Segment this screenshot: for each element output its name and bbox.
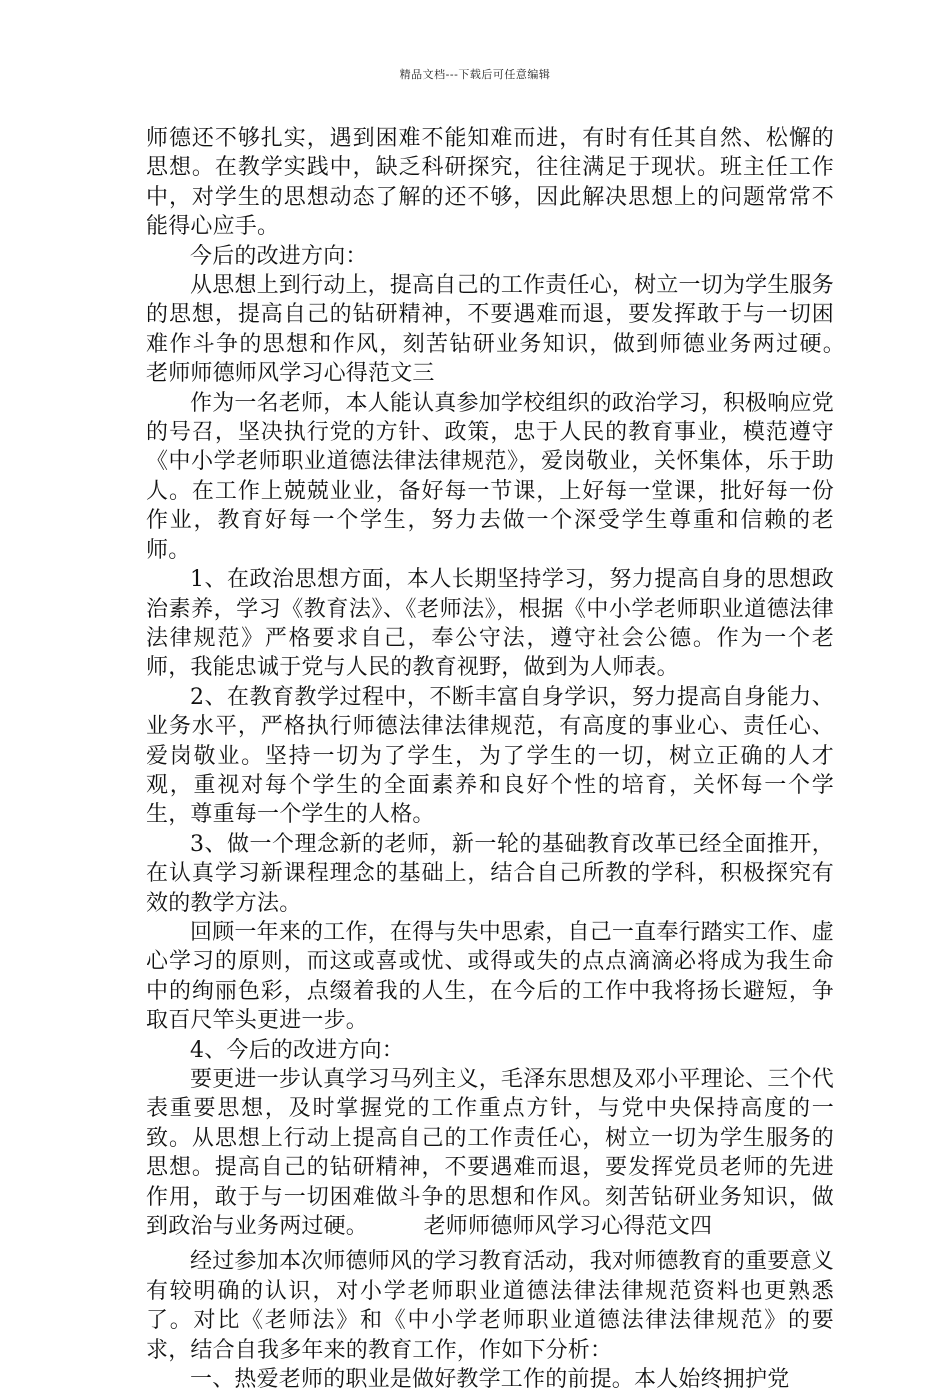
paragraph-1: 师德还不够扎实，遇到困难不能知难而进，有时有任其自然、松懈的思想。在教学实践中，缺乏科研探究，往往满足于现状。班主任工作中，对学生的思想动态了解的还不够，因此解决思想上的问题常常不能得心应手。 — [146, 126, 834, 240]
paragraph-9: 4、今后的改进方向： — [190, 1037, 404, 1063]
paragraph-11: 经过参加本次师德师风的学习教育活动，我对师德教育的重要意义有较明确的认识，对小学老师职业道德法律法律规范资料也更熟悉了。对比《老师法》和《中小学老师职业道德法律法律规范》的要求，结合自我多年来的教育工作，作如下分析： — [146, 1249, 834, 1363]
paragraph-8: 回顾一年来的工作，在得与失中思索，自己一直奉行踏实工作、虚心学习的原则，而这或喜或忧、或得或失的点点滴滴必将成为我生命中的绚丽色彩，点缀着我的人生，在今后的工作中我将扬长避短，争取百尺竿头更进一步。 — [146, 919, 834, 1034]
document-body — [146, 124, 901, 1394]
paragraph-6: 2、在教育教学过程中，不断丰富自身学识，努力提高自身能力、业务水平，严格执行师德法律法律规范，有高度的事业心、责任心、爱岗敬业。坚持一切为了学生，为了学生的一切，树立正确的人才观，重视对每个学生的全面素养和良好个性的培育，关怀每一个学生，尊重每一个学生的人格。 — [146, 684, 834, 828]
paragraph-2: 今后的改进方向： — [190, 243, 368, 269]
paragraph-10: 要更进一步认真学习马列主义，毛泽东思想及邓小平理论、三个代表重要思想，及时掌握党的工作重点方针，与党中央保持高度的一致。从思想上行动上提高自己的工作责任心，树立一切为学生服务的思想。提高自己的钻研精神，不要遇难而退，要发挥党员老师的先进作用，敢于与一切困难做斗争的思想和作风。刻苦钻研业务知识，做到政治与业务两过硬。 老师师德师风学习心得范文四 — [146, 1067, 834, 1240]
paragraph-4: 作为一名老师，本人能认真参加学校组织的政治学习，积极响应党的号召，坚决执行党的方针、政策，忠于人民的教育事业，模范遵守《中小学老师职业道德法律法律规范》，爱岗敬业，关怀集体，乐于助人。在工作上兢兢业业，备好每一节课，上好每一堂课，批好每一份作业，教育好每一个学生，努力去做一个深受学生尊重和信赖的老师。 — [146, 390, 834, 563]
paragraph-7: 3、做一个理念新的老师，新一轮的基础教育改革已经全面推开，在认真学习新课程理念的基础上，结合自己所教的学科，积极探究有效的教学方法。 — [146, 831, 834, 916]
paragraph-3: 从思想上到行动上，提高自己的工作责任心，树立一切为学生服务的思想，提高自己的钻研精神，不要遇难而退，要发挥敢于与一切困难作斗争的思想和作风，刻苦钻研业务知识，做到师德业务两过硬。 老师师德师风学习心得范文三 — [146, 273, 901, 387]
paragraph-12: 一、热爱老师的职业是做好教学工作的前提。本人始终拥护党 — [190, 1367, 790, 1393]
page-header: 精品文档---下载后可任意编辑 — [399, 68, 551, 81]
paragraph-5: 1、在政治思想方面，本人长期坚持学习，努力提高自身的思想政治素养，学习《教育法》、《老师法》，根据《中小学老师职业道德法律法律规范》严格要求自己，奉公守法，遵守社会公德。作为一个老师，我能忠诚于党与人民的教育视野，做到为人师表。 — [146, 567, 834, 681]
